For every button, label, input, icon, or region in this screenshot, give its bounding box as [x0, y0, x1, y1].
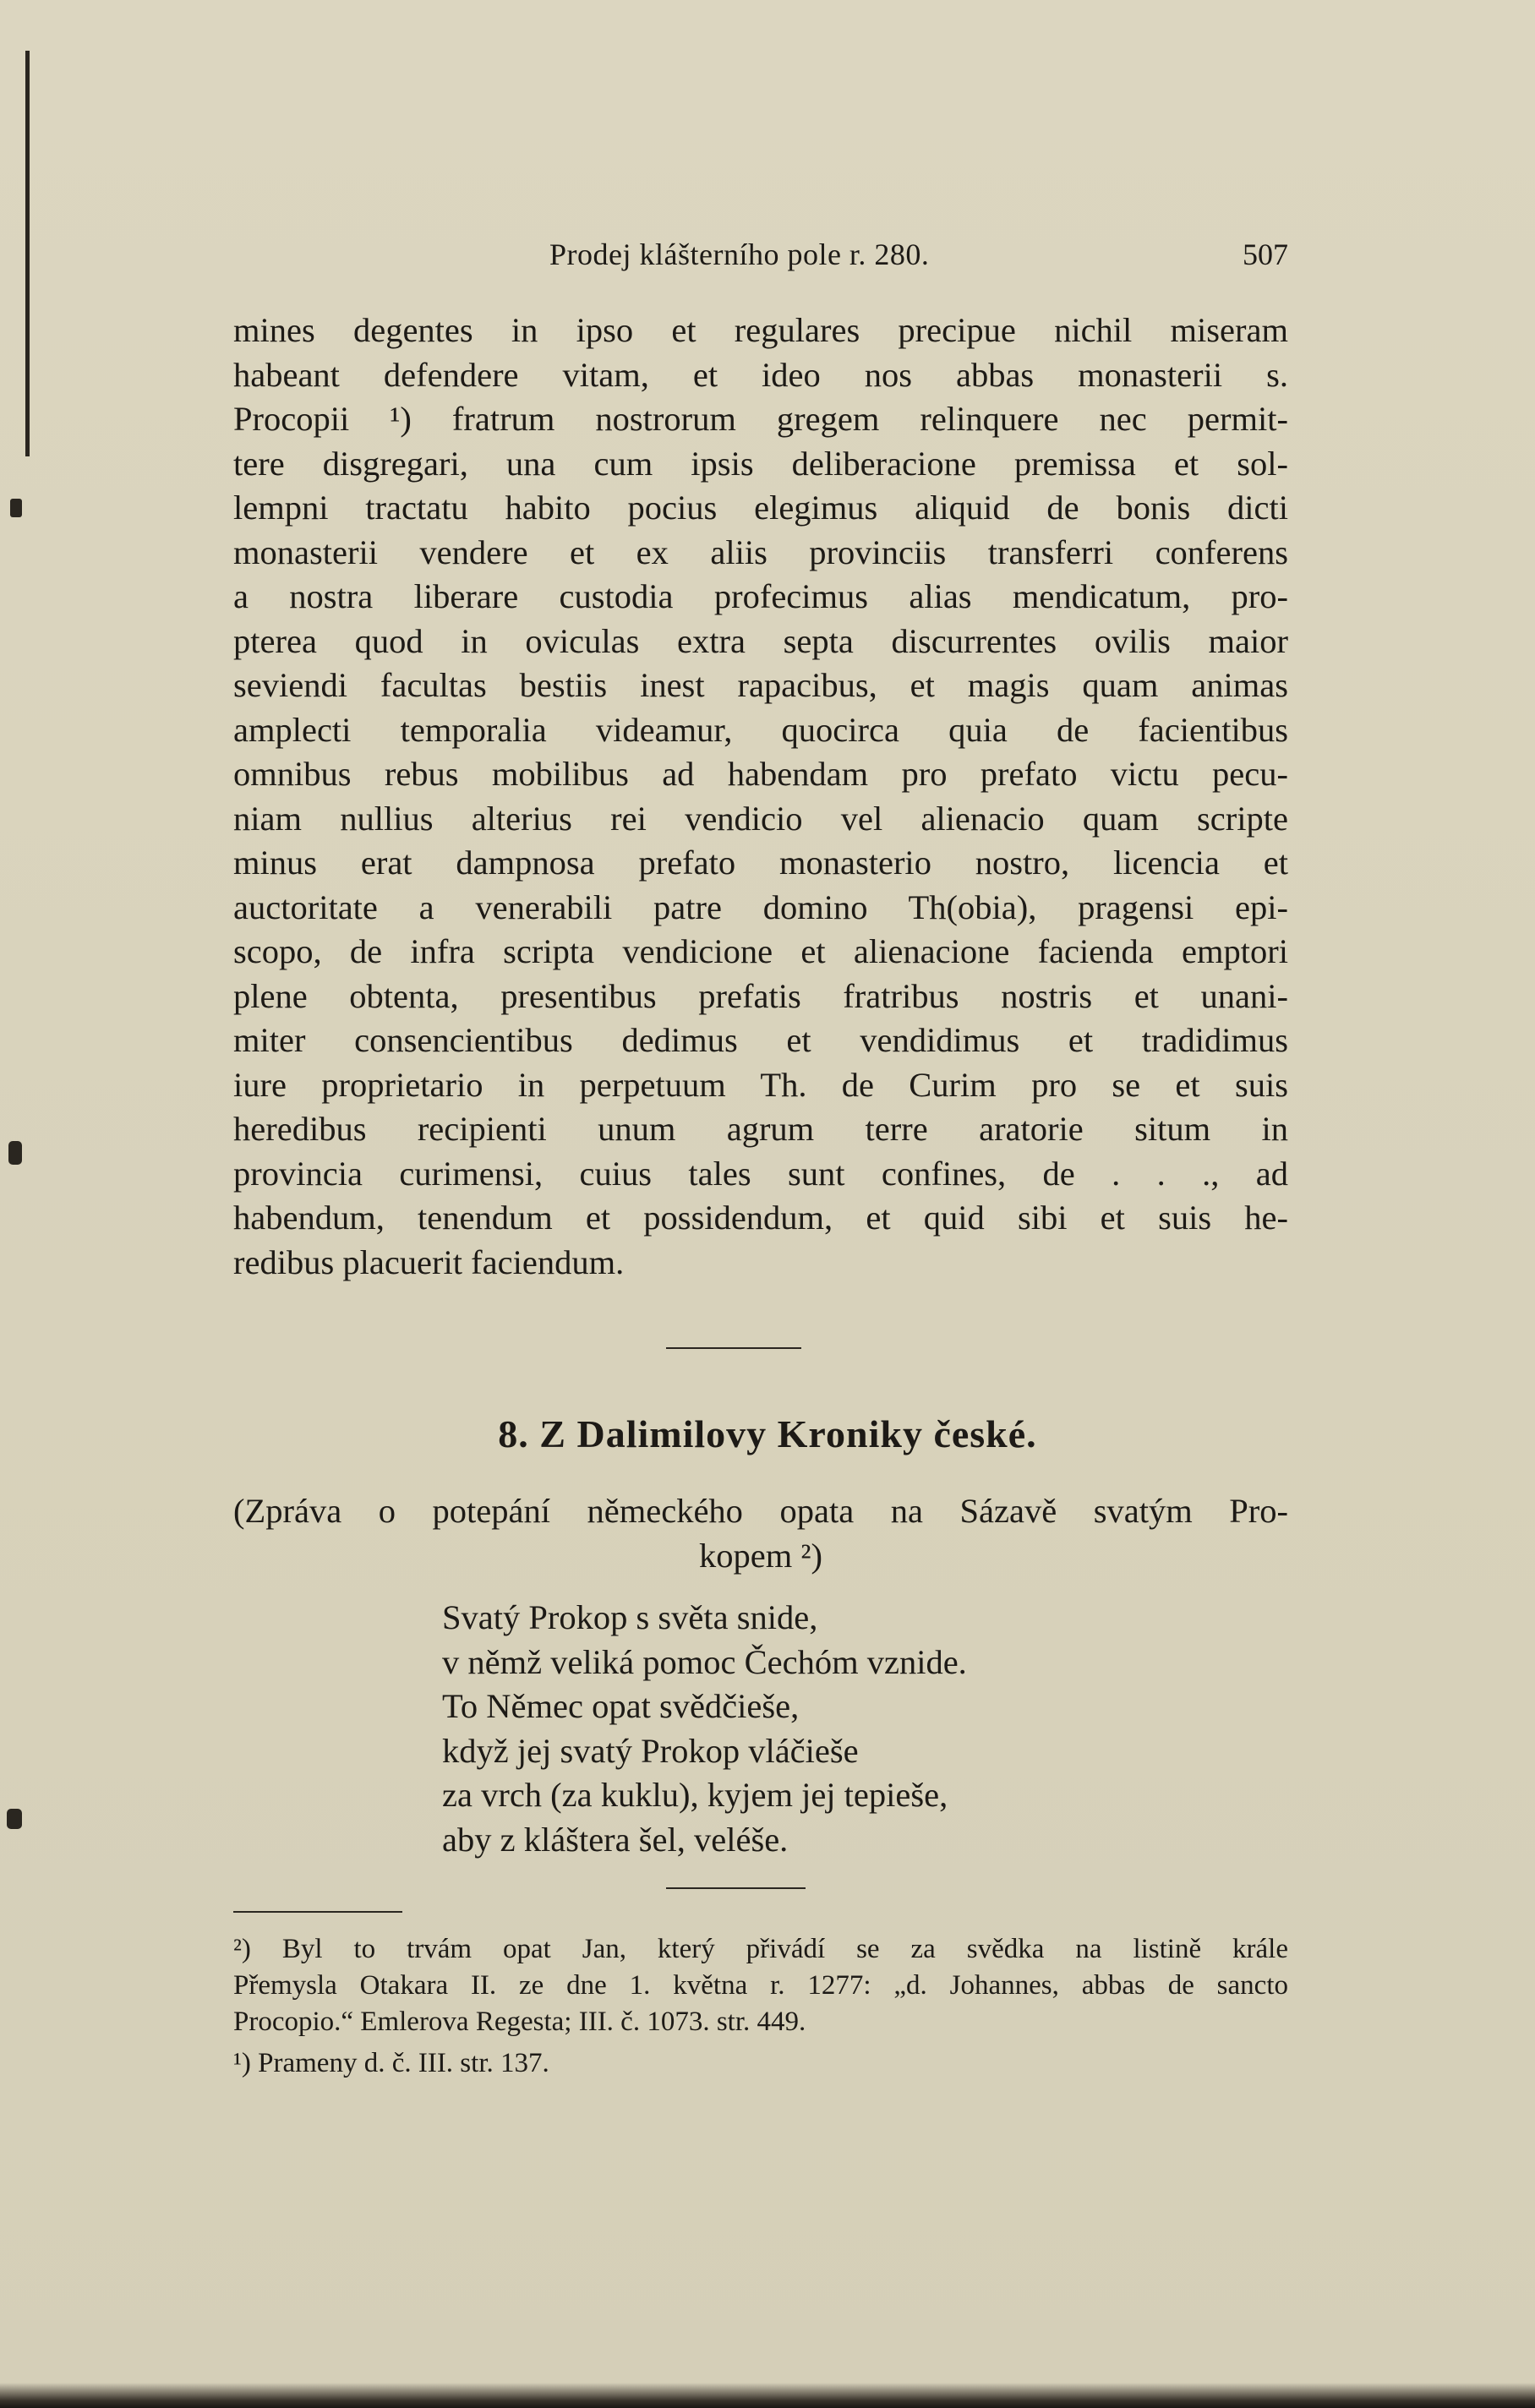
text-line: scopo, de infra scripta vendicione et alienacione facienda emptori	[233, 932, 1288, 970]
scan-mark	[10, 499, 22, 517]
verse-line: v němž veliká pomoc Čechóm vznide.	[442, 1642, 967, 1681]
text-line: heredibus recipienti unum agrum terre aratorie situm in	[233, 1110, 1288, 1148]
verse-line: aby z kláštera šel, veléše.	[442, 1820, 789, 1859]
verse-line: To Němec opat svědčieše,	[442, 1687, 800, 1725]
subtitle-line: kopem ²)	[699, 1536, 822, 1575]
running-title: Prodej klášterního pole r. 280.	[549, 238, 930, 271]
text-line: auctoritate a venerabili patre domino Th(obia), pragensi epi-	[233, 887, 1288, 926]
text-line: habeant defendere vitam, et ideo nos abbas monasterii s.	[233, 355, 1288, 394]
text-line: lempni tractatu habito pocius elegimus aliquid de bonis dicti	[233, 489, 1288, 527]
czech-verse	[442, 1596, 1287, 1862]
scan-mark	[7, 1809, 22, 1829]
footnote-line: Přemysla Otakara II. ze dne 1. května r. 1277: „d. Johannes, abbas de sancto	[233, 1970, 1288, 2001]
section-divider	[666, 1347, 801, 1349]
text-line: provincia curimensi, cuius tales sunt confines, de . . ., ad	[233, 1154, 1288, 1193]
text-line: minus erat dampnosa prefato monasterio nostro, licencia et	[233, 844, 1288, 882]
text-line: iure proprietario in perpetuum Th. de Curim pro se et suis	[233, 1065, 1288, 1104]
text-line: a nostra liberare custodia profecimus alias mendicatum, pro-	[233, 577, 1288, 615]
text-line: redibus placuerit faciendum.	[233, 1242, 625, 1281]
text-line: habendum, tenendum et possidendum, et quid sibi et suis he-	[233, 1199, 1288, 1237]
text-line: monasterii vendere et ex aliis provinciis transferri conferens	[233, 532, 1288, 571]
text-line: pterea quod in oviculas extra septa discurrentes ovilis maior	[233, 621, 1288, 660]
footnote-line: ¹) Prameny d. č. III. str. 137.	[233, 2048, 549, 2078]
verse-line: když jej svatý Prokop vláčieše	[442, 1731, 859, 1770]
scan-mark	[8, 1141, 22, 1165]
footnote-line: Procopio.“ Emlerova Regesta; III. č. 1073. str. 449.	[233, 2007, 806, 2037]
section-subtitle	[233, 1489, 1288, 1578]
footnote-rule	[233, 1911, 402, 1913]
text-line: mines degentes in ipso et regulares precipue nichil miseram	[233, 311, 1288, 349]
section-heading: 8. Z Dalimilovy Kroniky české.	[498, 1412, 1037, 1455]
page-header	[0, 237, 1535, 279]
verse-line: za vrch (za kuklu), kyjem jej tepieše,	[442, 1776, 948, 1814]
subtitle-line: (Zpráva o potepání německého opata na Sázavě svatým Pro-	[233, 1492, 1288, 1530]
text-line: miter consencientibus dedimus et vendidimus et tradidimus	[233, 1021, 1288, 1059]
verse-divider	[666, 1887, 806, 1889]
text-line: tere disgregari, una cum ipsis deliberacione premissa et sol-	[233, 444, 1288, 483]
text-line: Procopii ¹) fratrum nostrorum gregem relinquere nec permit-	[233, 400, 1288, 438]
footnote-line: ²) Byl to trvám opat Jan, který přivádí se za svědka na listině krále	[233, 1934, 1288, 1964]
text-line: seviendi facultas bestiis inest rapacibus, et magis quam animas	[233, 666, 1288, 704]
latin-charter-text	[233, 309, 1288, 1285]
page-number: 507	[1243, 238, 1288, 271]
text-line: plene obtenta, presentibus prefatis fratribus nostris et unani-	[233, 976, 1288, 1015]
text-line: amplecti temporalia videamur, quocirca quia de facientibus	[233, 710, 1288, 749]
page-bottom-edge	[0, 2383, 1535, 2408]
text-line: niam nullius alterius rei vendicio vel alienacio quam scripte	[233, 799, 1288, 838]
footnotes	[233, 1931, 1288, 2082]
verse-line: Svatý Prokop s světa snide,	[442, 1598, 818, 1636]
text-line: omnibus rebus mobilibus ad habendam pro prefato victu pecu-	[233, 755, 1288, 793]
